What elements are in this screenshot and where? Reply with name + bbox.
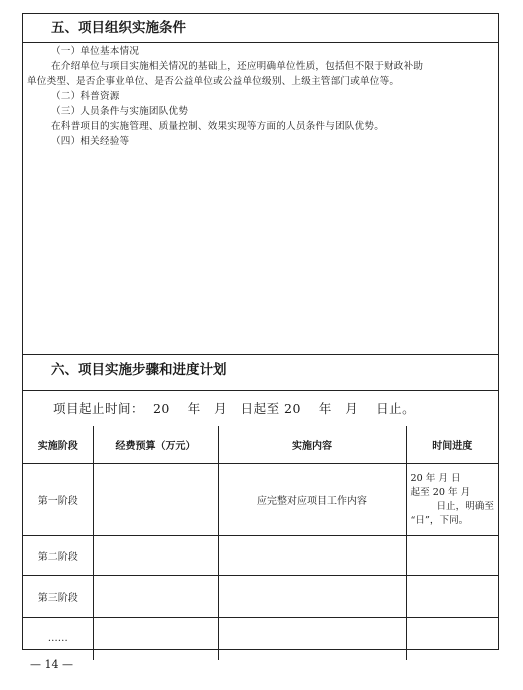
- content-cell[interactable]: 应完整对应项目工作内容: [218, 464, 406, 536]
- form-frame: [22, 13, 499, 650]
- section5-body: [23, 44, 498, 149]
- table-header-row: [23, 426, 498, 464]
- section5-line: 在科普项目的实施管理、质量控制、效果实现等方面的人员条件与团队优势。: [51, 121, 384, 132]
- section5-line: 在介绍单位与项目实施相关情况的基础上，还应明确单位性质，包括但不限于财政补助: [51, 61, 424, 72]
- section5-line: 单位类型、是否企事业单位、是否公益单位或公益单位级别、上级主管部门或单位等。: [27, 76, 400, 87]
- schedule-cell[interactable]: [406, 576, 498, 618]
- section5-line: （一）单位基本情况: [51, 46, 140, 57]
- stage-cell: ……: [23, 618, 93, 660]
- content-cell[interactable]: [218, 576, 406, 618]
- schedule-line: 20 年 月 日: [410, 472, 461, 484]
- budget-cell[interactable]: [93, 536, 218, 576]
- divider: [23, 42, 498, 43]
- schedule-cell[interactable]: [406, 618, 498, 660]
- schedule-line: 日止，明确至: [436, 500, 494, 512]
- section5-title: 五、项目组织实施条件: [51, 20, 186, 36]
- table-row: [23, 536, 498, 576]
- stage-cell: 第二阶段: [23, 536, 93, 576]
- page-number: — 14 —: [30, 658, 73, 671]
- budget-cell[interactable]: [93, 576, 218, 618]
- content-cell[interactable]: [218, 536, 406, 576]
- section5-line: （二）科普资源: [51, 91, 120, 102]
- divider: [23, 390, 498, 391]
- table-row: [23, 618, 498, 660]
- header-schedule: 时间进度: [406, 426, 498, 464]
- schedule-cell[interactable]: [406, 536, 498, 576]
- section6-title: 六、项目实施步骤和进度计划: [51, 362, 227, 378]
- header-budget: 经费预算（万元）: [93, 426, 218, 464]
- section5-line: （三）人员条件与实施团队优势: [51, 106, 189, 117]
- section5-line: （四）相关经验等: [51, 136, 130, 147]
- divider: [23, 354, 498, 355]
- budget-cell[interactable]: [93, 618, 218, 660]
- header-content: 实施内容: [218, 426, 406, 464]
- schedule-line: “日”，下同。: [410, 514, 469, 526]
- budget-cell[interactable]: [93, 464, 218, 536]
- stage-cell: 第三阶段: [23, 576, 93, 618]
- schedule-line: 起至 20 年 月: [410, 486, 471, 498]
- content-cell[interactable]: [218, 618, 406, 660]
- project-period: 项目起止时间： 20 年 月 日起至 20 年 月 日止。: [53, 401, 416, 416]
- schedule-cell[interactable]: [406, 464, 498, 536]
- schedule-table: [23, 426, 498, 660]
- header-stage: 实施阶段: [23, 426, 93, 464]
- table-row: [23, 464, 498, 536]
- table-row: [23, 576, 498, 618]
- stage-cell: 第一阶段: [23, 464, 93, 536]
